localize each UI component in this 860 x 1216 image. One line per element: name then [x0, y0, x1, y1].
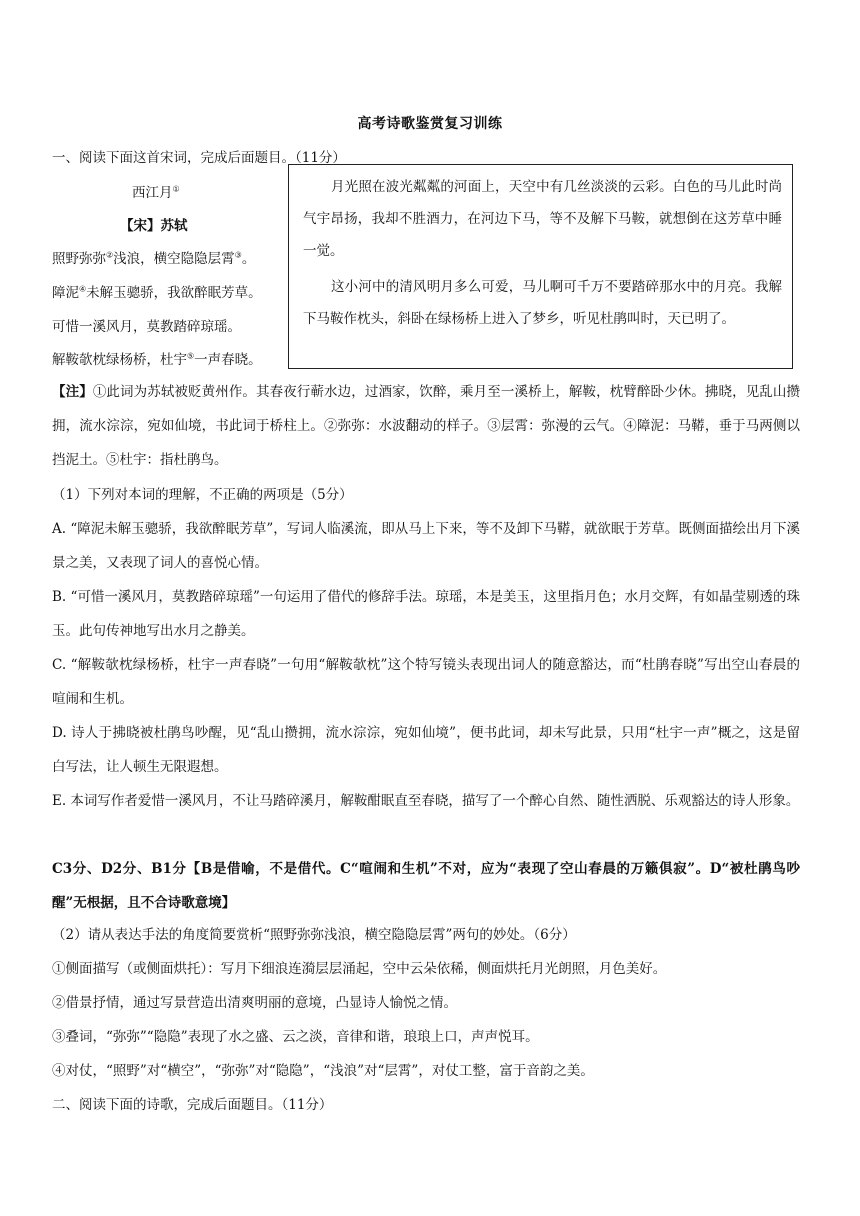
option-c: C. “解鞍欹枕绿杨桥，杜宇一声春晓”一句用“解鞍欹枕”这个特写镜头表现出词人的随意豁达，而“杜鹃春晓”写出空山春晨的喧闹和生机。: [52, 657, 800, 707]
poem-title: 西江月①: [132, 184, 180, 201]
option-a: A. “障泥未解玉骢骄，我欲醉眠芳草”，写词人临溪流，即从马上下来，等不及卸下马鞯，就欲眠于芳草。既侧面描绘出月下溪景之美，又表现了词人的喜悦心情。: [52, 521, 800, 571]
question-1-answer: C3分、D2分、B1分【B是借喻，不是借代。C“喧闹和生机”不对，应为“表现了空山春晨的万籁俱寂”。D“被杜鹃鸟吵醒”无根据，且不合诗歌意境】: [52, 861, 800, 911]
question-2-answer-3: ③叠词，“弥弥”“隐隐”表现了水之盛、云之淡，音律和谐，琅琅上口，声声悦耳。: [52, 1029, 539, 1045]
note-paragraph: 【注】①此词为苏轼被贬黄州作。其春夜行蕲水边，过酒家，饮醉，乘月至一溪桥上，解鞍，枕臂醉卧少休。拂晓，见乱山攒拥，流水淙淙，宛如仙境，书此词于桥柱上。②弥弥：水波翻动的样子。③层霄：弥漫的云气。④障泥：马鞯，垂于马两侧以挡泥土。⑤杜宇：指杜鹃鸟。: [52, 384, 801, 468]
question-2-answer-4: ④对仗，“照野”对“横空”，“弥弥”对“隐隐”，“浅浪”对“层霄”，对仗工整，富于音韵之美。: [52, 1063, 594, 1079]
question-2-stem: （2）请从表达手法的角度简要赏析“照野弥弥浅浪，横空隐隐层霄”两句的妙处。（6分）: [52, 927, 576, 943]
poem-line-3: 可惜一溪风月，莫教踏碎琼瑶。: [52, 319, 241, 335]
option-d: D. 诗人于拂晓被杜鹃鸟吵醒，见“乱山攒拥，流水淙淙，宛如仙境”，便书此词，却未写此景，只用“杜宇一声”概之，这是留白写法，让人顿生无限遐想。: [52, 725, 800, 775]
section2-heading: 二、阅读下面的诗歌，完成后面题目。（11分）: [52, 1097, 333, 1113]
option-e: E. 本词写作者爱惜一溪风月，不让马踏碎溪月，解鞍酣眠直至春晓，描写了一个醉心自然、随性洒脱、乐观豁达的诗人形象。: [52, 793, 800, 809]
option-b: B. “可惜一溪风月，莫教踏碎琼瑶”一句运用了借代的修辞手法。琼瑶，本是美玉，这里指月色；水月交辉，有如晶莹剔透的珠玉。此句传神地写出水月之静美。: [52, 589, 800, 639]
poem-line-4: 解鞍欹枕绿杨桥，杜宇⑤一声春晓。: [52, 351, 262, 368]
question-1-stem: （1）下列对本词的理解，不正确的两项是（5分）: [52, 487, 353, 503]
translation-box: [288, 164, 793, 369]
section1-heading: 一、阅读下面这首宋词，完成后面题目。（11分）: [52, 150, 346, 166]
poem-line-1: 照野弥弥②浅浪，横空隐隐层霄③。: [52, 250, 256, 267]
poem-line-2: 障泥④未解玉骢骄，我欲醉眠芳草。: [52, 284, 262, 301]
translation-paragraph-2: 这小河中的清风明月多么可爱，马儿啊可千万不要踏碎那水中的月亮。我解下马鞍作枕头，斜卧在绿杨桥上进入了梦乡，听见杜鹃叫时，天已明了。: [303, 279, 782, 327]
page-title: 高考诗歌鉴赏复习训练: [357, 116, 503, 132]
question-2-answer-2: ②借景抒情，通过写景营造出清爽明丽的意境，凸显诗人愉悦之情。: [52, 995, 457, 1011]
poem-author: 【宋】苏轼: [120, 218, 188, 234]
translation-paragraph-1: 月光照在波光粼粼的河面上，天空中有几丝淡淡的云彩。白色的马儿此时尚气宇昂扬，我却不胜酒力，在河边下马，等不及解下马鞍，就想倒在这芳草中睡一觉。: [303, 179, 782, 259]
question-2-answer-1: ①侧面描写（或侧面烘托）：写月下细浪连漪层层涌起，空中云朵依稀，侧面烘托月光朗照，月色美好。: [52, 961, 667, 977]
